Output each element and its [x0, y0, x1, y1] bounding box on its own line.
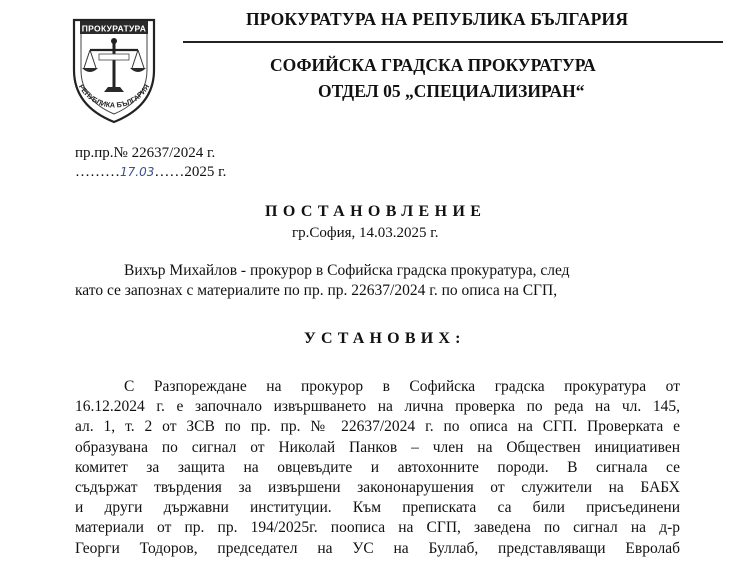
body-line: ал. 1, т. 2 от ЗСВ по пр. пр. № 22637/2024 г. по описа на СГП. Проверката е [75, 418, 680, 436]
header-divider [183, 41, 723, 43]
intro-line: като се запознах с материалите по пр. пр. 22637/2024 г. по описа на СГП, [75, 282, 558, 299]
office-title: СОФИЙСКА ГРАДСКА ПРОКУРАТУРА [270, 55, 596, 75]
emblem-bottom-text: РЕПУБЛИКА БЪЛГАРИЯ [76, 82, 152, 110]
intro-paragraph [75, 261, 675, 301]
institution-title: ПРОКУРАТУРА НА РЕПУБЛИКА БЪЛГАРИЯ [246, 9, 629, 29]
svg-text:ПРОКУРАТУРА: ПРОКУРАТУРА [81, 23, 147, 34]
section-heading: УСТАНОВИХ: [304, 330, 466, 347]
handwritten-date: 17.03 [120, 165, 155, 179]
body-line: Георги Тодоров, председател на УС на Буллаб, представляващи Евролаб [75, 539, 680, 557]
registration-date [75, 164, 226, 181]
body-line: образувана по сигнал от Николай Панков – член на Обществен инициативен [75, 438, 680, 456]
date-dots-left: ……… [75, 164, 120, 180]
body-line: С Разпореждане на прокурор в Софийска градска прокуратура от [124, 378, 680, 395]
department-title: ОТДЕЛ 05 „СПЕЦИАЛИЗИРАН“ [318, 81, 585, 101]
body-line: комитет за защита на овцевъдите и автохонните породи. В сигнала се [75, 458, 680, 476]
place-and-date: гр.София, 14.03.2025 г. [292, 225, 439, 241]
document-title: ПОСТАНОВЛЕНИЕ [265, 203, 487, 220]
intro-line: Вихър Михайлов - прокурор в Софийска градска прокуратура, след [124, 262, 570, 279]
date-dots-right: ……2025 г. [154, 164, 227, 180]
case-number: пр.пр.№ 22637/2024 г. [75, 145, 216, 161]
body-paragraph [75, 377, 680, 559]
body-line: съдържат твърдения за извършени закононарушения от служители на БАБХ [75, 479, 680, 497]
body-line: и други държавни институции. Към преписката са били присъединени [75, 499, 680, 517]
prosecution-emblem-logo [66, 8, 162, 126]
body-line: 16.12.2024 г. е започнало извършването на лична проверка по реда на чл. 145, [75, 398, 680, 416]
body-line: материали от пр. пр. 194/2025г. поописа на СГП, заведена по сигнал на д-р [75, 519, 680, 537]
